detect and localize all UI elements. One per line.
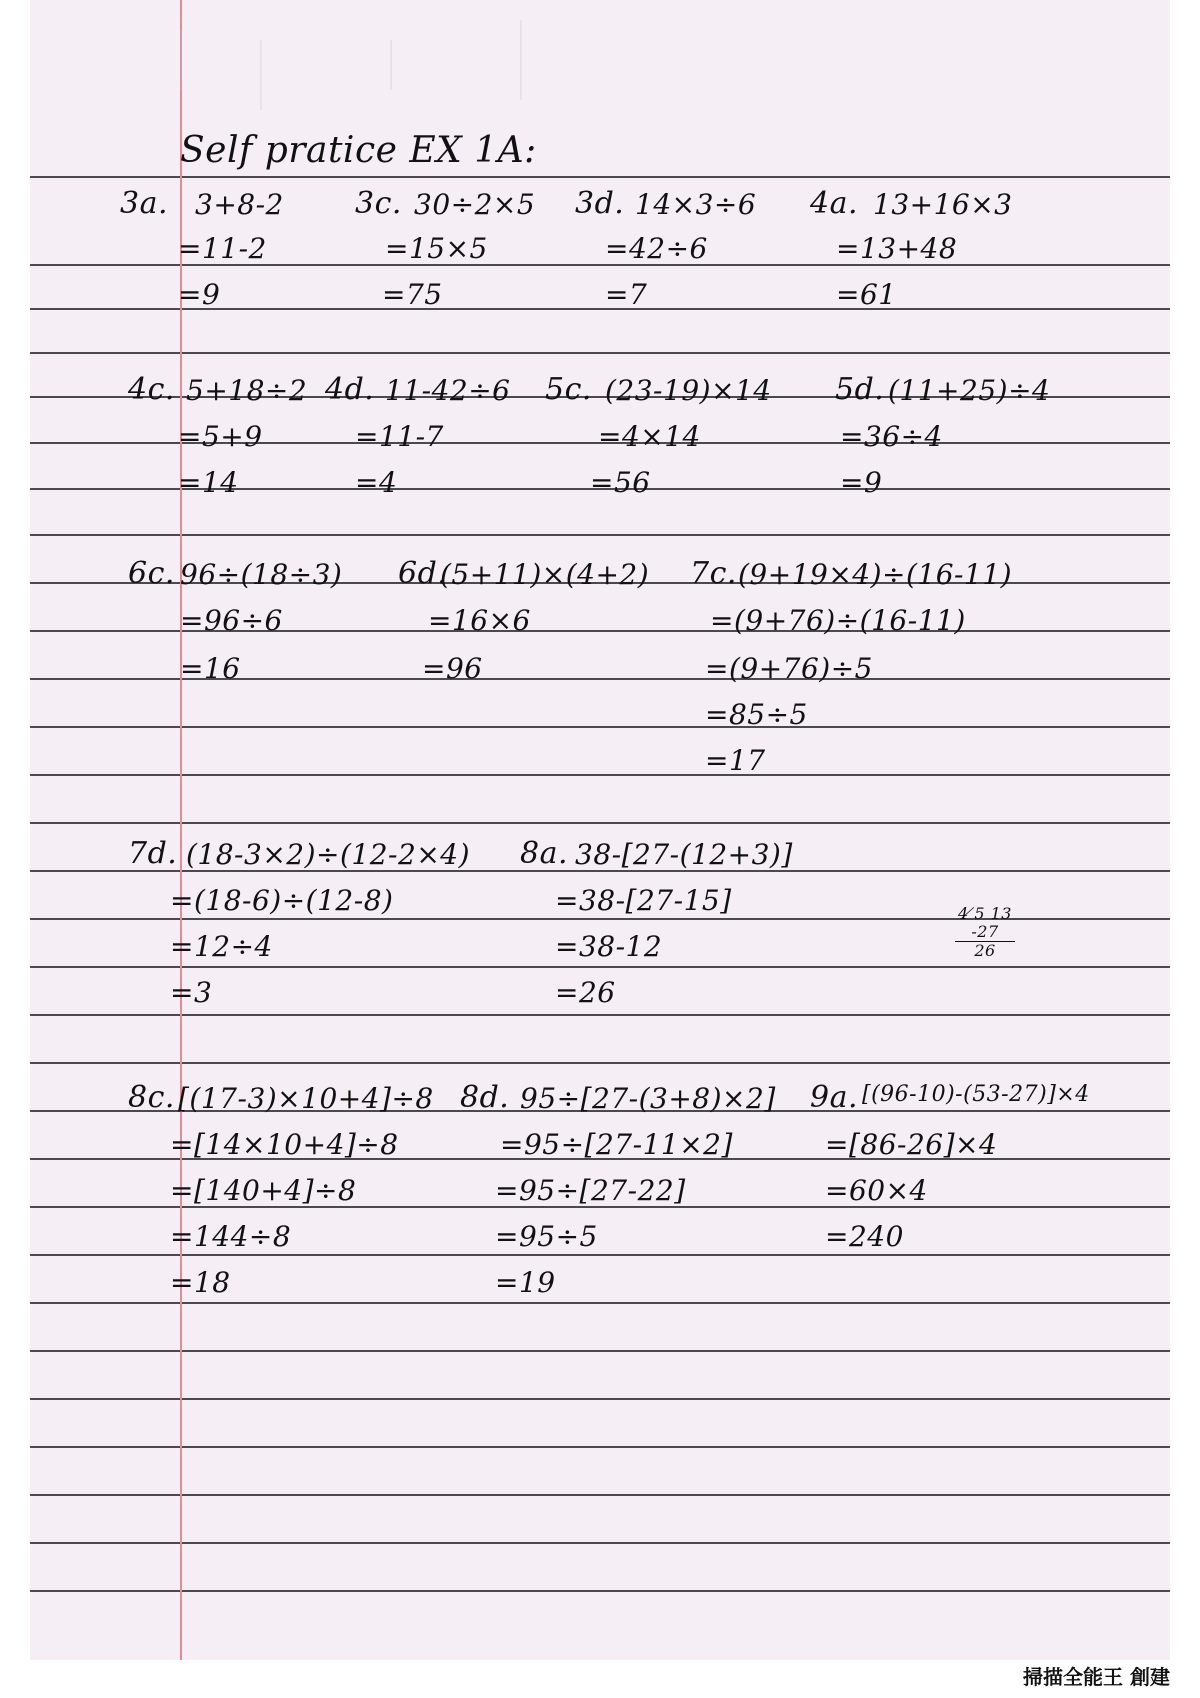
problem-expression: 38-[27-(12+3)]: [575, 838, 793, 871]
bleed-through-mark: [180, 30, 252, 90]
problem-step: =3: [170, 976, 213, 1009]
ruled-line: [30, 352, 1170, 354]
problem-step: =75: [382, 278, 443, 311]
ruled-line: [30, 726, 1170, 728]
problem-step: =7: [605, 278, 648, 311]
problem-label: 7c.: [690, 556, 737, 591]
problem-expression: (9+19×4)÷(16-11): [738, 558, 1013, 591]
problem-expression: [(96-10)-(53-27)]×4: [862, 1082, 1090, 1107]
problem-label: 4d.: [325, 372, 375, 407]
ruled-line: [30, 1062, 1170, 1064]
problem-label: 8a.: [520, 836, 569, 871]
problem-label: 3c.: [355, 186, 402, 221]
problem-step: =56: [590, 466, 651, 499]
ruled-line: [30, 1302, 1170, 1304]
problem-expression: 5+18÷2: [186, 374, 308, 407]
problem-step: =60×4: [825, 1174, 928, 1207]
ruled-line: [30, 1446, 1170, 1448]
problem-step: =9: [178, 278, 221, 311]
problem-step: =4: [355, 466, 398, 499]
problem-expression: 30÷2×5: [414, 188, 536, 221]
problem-step: =96÷6: [180, 604, 283, 637]
side-calc-line: 4 ̸5 13: [958, 904, 1012, 923]
ruled-line: [30, 1014, 1170, 1016]
problem-expression: 14×3÷6: [635, 188, 757, 221]
problem-step: =[14×10+4]÷8: [170, 1128, 399, 1161]
problem-step: =95÷[27-22]: [495, 1174, 686, 1207]
problem-label: 8d.: [460, 1080, 510, 1115]
problem-step: =16×6: [428, 604, 531, 637]
problem-expression: 3+8-2: [195, 188, 284, 221]
problem-expression: 11-42÷6: [385, 374, 511, 407]
problem-step: =95÷5: [495, 1220, 598, 1253]
problem-step: =26: [555, 976, 616, 1009]
ruled-line: [30, 176, 1170, 178]
problem-step: =11-7: [355, 420, 444, 453]
problem-step: =4×14: [598, 420, 701, 453]
problem-step: =12÷4: [170, 930, 273, 963]
problem-step: =15×5: [385, 232, 488, 265]
problem-step: =42÷6: [605, 232, 708, 265]
problem-label: 9a.: [810, 1080, 859, 1115]
problem-expression: [(17-3)×10+4]÷8: [178, 1082, 434, 1115]
problem-expression: (5+11)×(4+2): [440, 558, 650, 591]
problem-step: =38-12: [555, 930, 663, 963]
problem-label: 4a.: [810, 186, 859, 221]
problem-step: =(9+76)÷(16-11): [710, 604, 966, 637]
ruled-line: [30, 1254, 1170, 1256]
problem-step: =[140+4]÷8: [170, 1174, 357, 1207]
ruled-line: [30, 1542, 1170, 1544]
problem-label: 3d.: [575, 186, 625, 221]
problem-step: =18: [170, 1266, 231, 1299]
problem-step: =95÷[27-11×2]: [500, 1128, 733, 1161]
problem-step: =(9+76)÷5: [705, 652, 873, 685]
problem-step: =85÷5: [705, 698, 808, 731]
bleed-through-mark: [260, 40, 322, 110]
problem-step: =11-2: [178, 232, 267, 265]
problem-label: 6d.: [398, 556, 448, 591]
ruled-line: [30, 822, 1170, 824]
bleed-through-mark: [520, 20, 592, 100]
problem-expression: (11+25)÷4: [888, 374, 1051, 407]
ruled-line: [30, 534, 1170, 536]
problem-step: =[86-26]×4: [825, 1128, 998, 1161]
bleed-through-mark: [390, 40, 442, 90]
problem-label: 5c.: [545, 372, 592, 407]
ruled-line: [30, 966, 1170, 968]
problem-step: =17: [705, 744, 766, 777]
problem-step: =96: [422, 652, 483, 685]
problem-step: =144÷8: [170, 1220, 292, 1253]
problem-expression: 95÷[27-(3+8)×2]: [520, 1082, 776, 1115]
ruled-line: [30, 774, 1170, 776]
side-calculation: [955, 905, 1015, 960]
side-calc-line: 26: [974, 941, 996, 960]
problem-label: 5d.: [835, 372, 885, 407]
problem-step: =38-[27-15]: [555, 884, 732, 917]
problem-step: =61: [836, 278, 897, 311]
problem-step: =36÷4: [840, 420, 943, 453]
problem-label: 6c.: [128, 556, 175, 591]
problem-step: =(18-6)÷(12-8): [170, 884, 394, 917]
ruled-line: [30, 1398, 1170, 1400]
problem-label: 3a.: [120, 186, 169, 221]
problem-label: 7d.: [128, 836, 178, 871]
scanner-watermark: 掃描全能王 創建: [1023, 1665, 1170, 1689]
problem-expression: 96÷(18÷3): [180, 558, 343, 591]
ruled-line: [30, 1350, 1170, 1352]
problem-step: =5+9: [178, 420, 263, 453]
side-calc-line: -27: [955, 923, 1015, 942]
ruled-line: [30, 1590, 1170, 1592]
problem-step: =14: [178, 466, 239, 499]
problem-step: =19: [495, 1266, 556, 1299]
problem-step: =16: [180, 652, 241, 685]
problem-expression: 13+16×3: [873, 188, 1013, 221]
problem-label: 4c.: [128, 372, 175, 407]
problem-step: =240: [825, 1220, 904, 1253]
problem-step: =9: [840, 466, 883, 499]
problem-expression: (18-3×2)÷(12-2×4): [186, 838, 471, 871]
page-title: Self pratice EX 1A:: [180, 130, 537, 171]
problem-expression: (23-19)×14: [605, 374, 772, 407]
notebook-page: [30, 0, 1170, 1660]
problem-step: =13+48: [836, 232, 958, 265]
ruled-line: [30, 1494, 1170, 1496]
problem-label: 8c.: [128, 1080, 175, 1115]
